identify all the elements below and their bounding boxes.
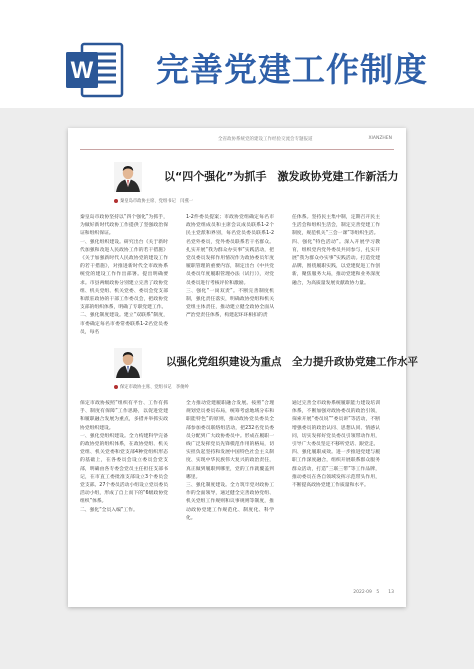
article-byline bbox=[114, 198, 193, 204]
byline-dot-icon bbox=[114, 199, 118, 203]
word-icon-letter: W bbox=[70, 57, 94, 84]
author-portrait bbox=[114, 162, 142, 192]
paragraph: 1-2件委员提案；市政协党组确定每名市政协党组成员和主席会议成员联系1-2个民主党派和界别，每名党员委员联系1-2名党外委员，党外委员联系若干名群众。扎实开展“我为群众办实事”实践活动，把党员委员发挥作用情况作为政协委员年度履职管理的重要内容，制定出台《中共党员委员年度履职管理办法（试行）》，对党员委员进行考核评价和激励。 bbox=[186, 215, 274, 286]
paragraph: 通过完善全市政协系统履职能力建设培训体系，不断加强对政协委员的政治引领，探索开展“委员说”“委员讲”等活动，不断增强委员的政治认同、思想认同、情感认同，切实发挥好党员委员引领带动作用，引导广大委员坚定不移听党话、跟党走。 bbox=[292, 401, 380, 448]
paragraph: 二、强化制度建设。建立“双联系”制度，市委确定每名市委常委联系1-2名党员委员，每名 bbox=[80, 313, 168, 335]
paragraph: 保定市政协按照“组织有平台、工作有抓手、制度有保障”工作思路，以促进党建和履职融合发展为重点，多措并举抓实政协党组织建设。 bbox=[80, 401, 168, 431]
paragraph: 一、强化组织建设。研究出台《关于新时代加强和改进人民政协工作的若干措施》《关于加强新时代人民政协党的建设工作的若干措施》，对推进新时代全市政协系统党的建设工作作出部署。提出明确要求。市县两级政协分别建立完善了政协党组、机关党组、机关党委、委员会党支部和派驻政协的干部工作委员会，把政协党支部的组织体系，明确了专职党建工作。 bbox=[80, 239, 168, 311]
word-icon bbox=[64, 40, 124, 100]
article-title: 以“四个强化”为抓手 激发政协党建工作新活力 bbox=[164, 170, 399, 183]
byline-text: 秦皇岛市政协主席、党组书记 闫燕一 bbox=[120, 199, 194, 204]
paragraph: 二、强化“全员入编”工作。 bbox=[80, 507, 138, 513]
page-footer: 2022·09 5 13 bbox=[353, 590, 394, 595]
paragraph: 三、强化“一岗双责”。不断完善制度机制，强化责任落实，明确政协党组和机关党组主体责任，推动建立健全政协全面从严治党责任体系，构建起环环相扣的责 bbox=[186, 288, 274, 319]
paragraph: 四、强化“特色活动”。深入开展学习教育，组织党内党外委员共同参与，扎实开展“我为群众办实事”实践活动。打造党建品牌，围绕履职实践，以党建促进工作创新，聚焦服务大局，推动党建和业务深度融合，为高质量发展贡献政协力量。 bbox=[292, 239, 380, 286]
paragraph: 秦皇岛市政协坚持以“四个强化”为抓手，为做好新时代政协工作提供了坚强政治保证和组织保证。 bbox=[80, 215, 168, 237]
author-portrait bbox=[114, 348, 142, 378]
article-byline bbox=[114, 384, 189, 390]
banner bbox=[0, 0, 474, 108]
paragraph: 一、强化党组织建设。全力构建科学完备的政协党的组织体系，在政协党组、机关党组、机关党委和党支部4种党组织形态的基础上，在各委员会设立委员会党支部，明确由各专委会党员主任担任支部书记，在市直工委批准支部设立3个委员会党支部。27个委员活动小组设立党员委员活动小组，形成了自上而下的“6级政协党组织”体系。 bbox=[80, 433, 168, 505]
paragraph: 全力推动党建履职融合发展。按照“合理规划党员委员布局，统筹考虑地域分布和职能特色”的原则，推动政协党员委员全部参加委员联络组活动，把232名党员委员分配到广大政协委员中。形成在履职一线广泛发挥党员先锋模范作用的格局，切实担负起坚持和发展中国特色社会主义制度、实现中华民族伟大复兴的政治责任，真正做到履职到哪里，党的工作就覆盖到哪里。 bbox=[186, 401, 274, 480]
article-column bbox=[292, 400, 380, 580]
header-divider bbox=[80, 149, 394, 150]
byline-text: 保定市政协主席、党组书记 李俊岭 bbox=[120, 385, 189, 390]
paragraph: 四、强化履职成效。进一步推进党建与履职工作深度融合，组织开展联系群众服务群众活动，打造“三联三带”等工作品牌，推动委员在各自领域发挥示范带头作用，不断提高政协党建工作质量和水平。 bbox=[292, 450, 380, 489]
article-title: 以强化党组织建设为重点 全力提升政协党建工作水平 bbox=[166, 356, 418, 368]
byline-dot-icon bbox=[114, 385, 118, 389]
paragraph: 三、强化制度建设。全力筑牢党对政协工作的全面领导，通过健全完善政协党组、机关党组工作规则和议事规则等制度，推动政协党建工作规范化、制度化、科学化。 bbox=[186, 483, 274, 521]
article-column bbox=[80, 400, 168, 580]
page-header-left: 全省政协系统党的建设工作经验交流会专题报道 bbox=[218, 137, 313, 142]
document-page bbox=[68, 128, 418, 607]
paragraph: 任体系。坚持民主集中制，定期召开民主生活会和组织生活会，制定完善党建工作制度，规范机关“三会一课”等组织生活。 bbox=[292, 215, 380, 237]
article-column bbox=[186, 400, 274, 580]
banner-title: 完善党建工作制度 bbox=[156, 50, 428, 89]
page-header-right: XIANZHEN bbox=[368, 136, 392, 141]
